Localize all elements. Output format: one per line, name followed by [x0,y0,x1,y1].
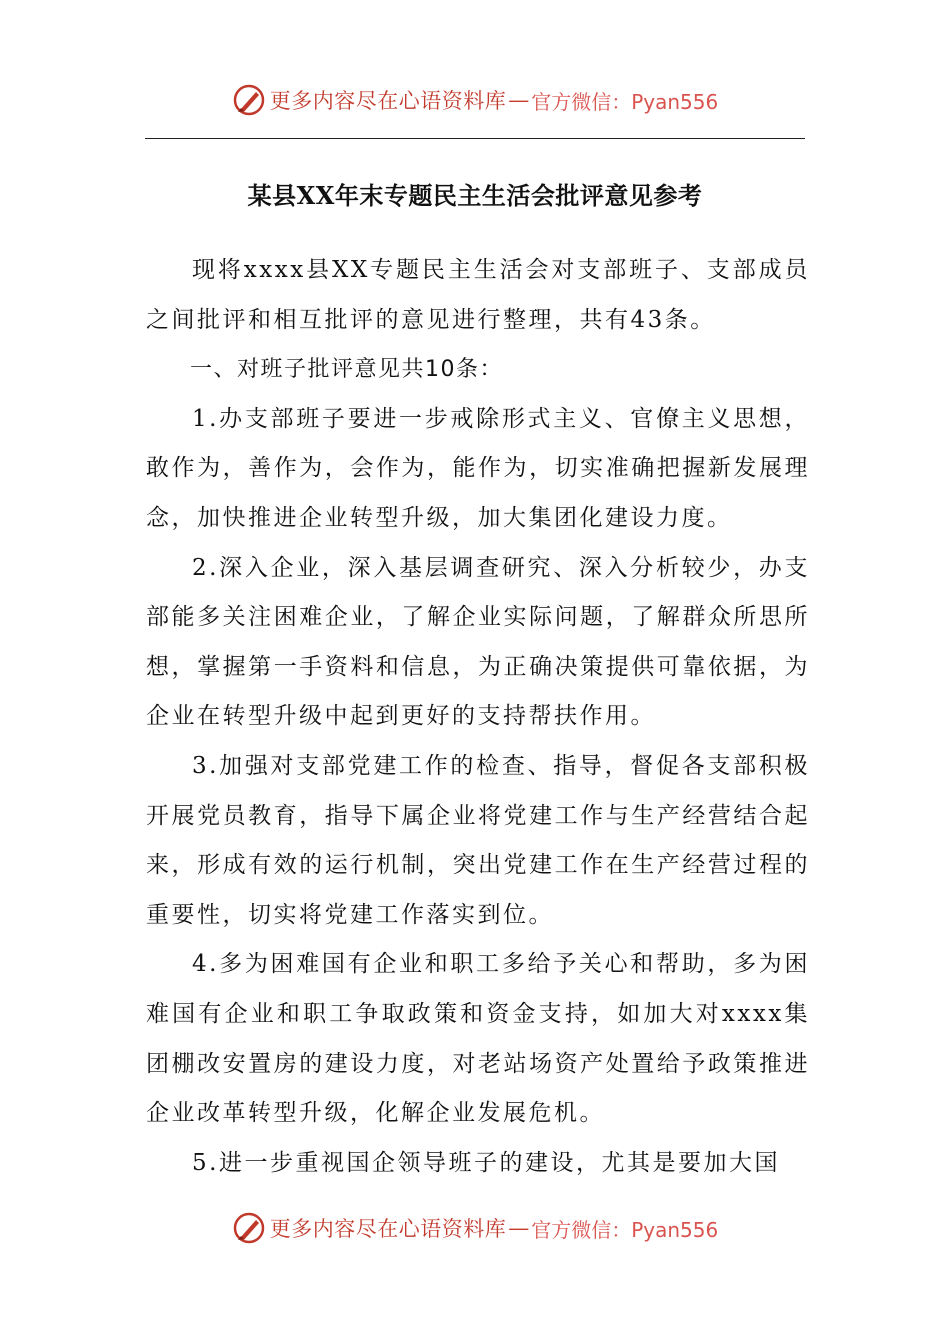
document-body [146,246,810,1188]
pen-logo-icon [232,1211,266,1245]
list-item: 1.办支部班子要进一步戒除形式主义、官僚主义思想，敢作为，善作为，会作为，能作为，切实准确把握新发展理念，加快推进企业转型升级，加大集团化建设力度。 [146,405,810,531]
list-item: 3.加强对支部党建工作的检查、指导，督促各支部积极开展党员教育，指导下属企业将党建工作与生产经营结合起来，形成有效的运行机制，突出党建工作在生产经营过程的重要性，切实将党建工作落实到位。 [146,752,810,928]
watermark-separator: — [508,1216,530,1240]
header-watermark [0,80,950,120]
intro-paragraph: 现将xxxx县XX专题民主生活会对支部班子、支部成员之间批评和相互批评的意见进行整理，共有43条。 [146,257,810,333]
list-item: 4.多为困难国有企业和职工多给予关心和帮助，多为困难国有企业和职工争取政策和资金支持，如加大对xxxx集团棚改安置房的建设力度，对老站场资产处置给予政策推进企业改革转型升级，化解企业发展危机。 [146,951,810,1127]
document-title: 某县XX年末专题民主生活会批评意见参考 [247,181,703,210]
watermark-text: 更多内容尽在心语资料库 [269,1217,507,1241]
watermark-wechat: 官方微信：Pyan556 [531,1217,719,1242]
watermark-separator: — [508,88,530,112]
list-item: 5.进一步重视国企领导班子的建设，尤其是要加大国 [192,1149,780,1176]
section-heading: 一、对班子批评意见共10条： [190,357,503,383]
footer-watermark [0,1208,950,1248]
pen-logo-icon [232,83,266,117]
header-divider [145,138,805,139]
list-item: 2.深入企业，深入基层调查研究、深入分析较少，办支部能多关注困难企业，了解企业实际问题，了解群众所思所想，掌握第一手资料和信息，为正确决策提供可靠依据，为企业在转型升级中起到更好的支持帮扶作用。 [146,554,810,730]
watermark-wechat: 官方微信：Pyan556 [531,89,719,114]
watermark-text: 更多内容尽在心语资料库 [269,89,507,113]
